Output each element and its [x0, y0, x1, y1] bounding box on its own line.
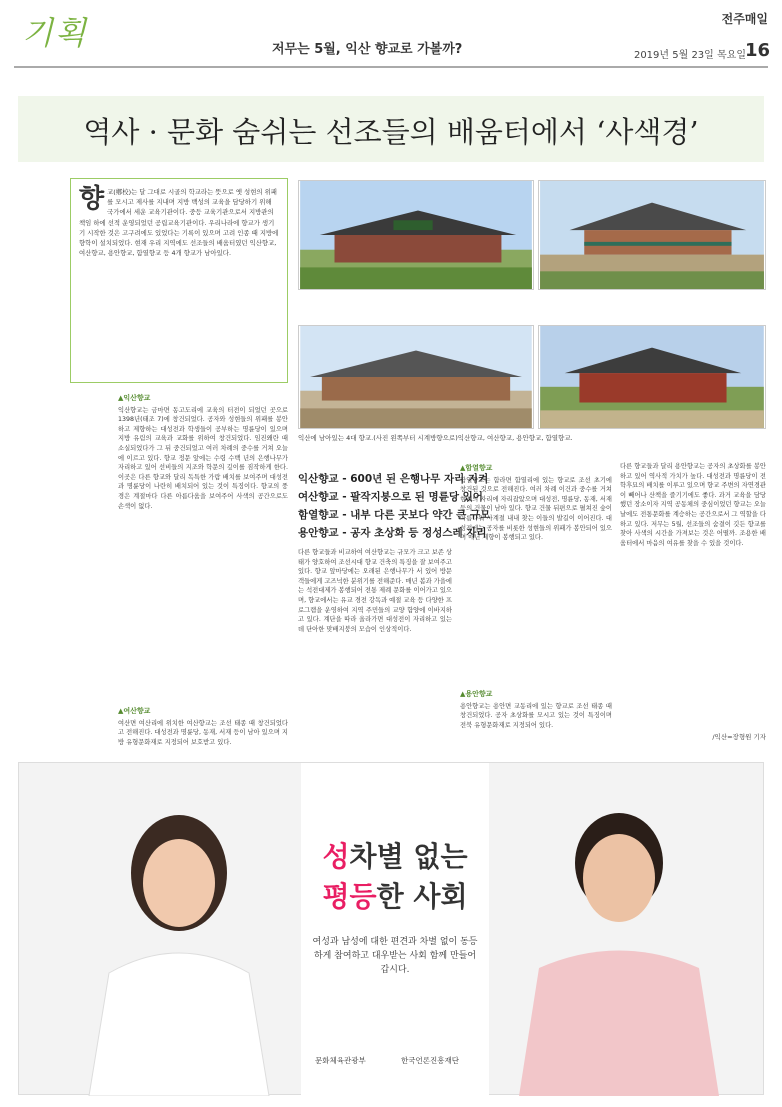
- byline: /익산=장형원 기자: [712, 733, 766, 741]
- ad-logo-kpf: 한국언론진흥재단: [401, 1056, 459, 1065]
- column-3-text-b: 용안향교는 용안면 교동리에 있는 향교로 조선 태종 때 창건되었다. 공자 초상화를 모시고 있는 것이 특징이며 전북 유형문화재로 지정되어 있다.: [460, 702, 612, 729]
- headline-band: [18, 96, 764, 162]
- summary-item: 여산향교 - 팔작지붕으로 된 명륜당 있어: [298, 491, 483, 503]
- page-header: [0, 0, 782, 70]
- column-1-text-a: 익산향교는 금마면 동고도리에 교육의 터전이 되었던 곳으로 1398년(태조 7)에 창건되었다. 공자와 성현들의 위패를 봉안하고 제향하는 대성전과 학생들이 공부하는 명륜당이 있으며 지방 유림의 교육과 교화를 위하여 창건되었다. 임진왜란 때 소실되었다가 그 뒤 중건되었고 여러 차례의 중수를 거쳐 오늘에 이르고 있다. 향교 정문 앞에는 수령 수백 년의 은행나무가 자리하고 있어 선비들의 지조와 학문의 깊이를 짐작하게 한다. 이곳은 다른 향교와 달리 독특한 가람 배치를 보여주며 대성전과 명륜당이 나란히 배치되어 있는 것이 특징이다. 향교의 풍경은 계절마다 다른 아름다움을 보여주어 사색의 공간으로도 손색이 없다.: [118, 406, 288, 510]
- headline: 역사 · 문화 숨쉬는 선조들의 배움터에서 ‘사색경’: [83, 115, 699, 149]
- subhead-iksan: ▲익산향교: [118, 394, 151, 402]
- column-3: [460, 462, 612, 682]
- header-rule: [14, 66, 768, 68]
- photo-caption: 익산에 남아있는 4대 향교.(사진 왼쪽부터 시계방향으로)익산향교, 여산향교, 용안향교, 함열향교.: [298, 434, 573, 442]
- ad-title-line-2: 평등한 사회: [322, 880, 468, 913]
- summary-item: 함열향교 - 내부 다른 곳보다 약간 큰 규모: [298, 509, 491, 521]
- photo-yongan-hyanggyo: [298, 325, 534, 429]
- kicker: 저무는 5월, 익산 향교로 가볼까?: [272, 42, 463, 57]
- subhead-yeosan: ▲여산향교: [118, 707, 151, 715]
- dropcap: 향: [79, 184, 105, 214]
- lead-box: [70, 178, 288, 383]
- ad-body: 여성과 남성에 대한 편견과 차별 없이 동등하게 참여하고 대우받는 사회 함께 만들어 갑시다.: [312, 937, 478, 975]
- section-label: 기획: [22, 14, 88, 52]
- column-3b: [460, 688, 612, 758]
- lead-paragraph: 교(鄕校)는 달 그대로 시골의 학교라는 뜻으로 옛 성현의 위패를 모시고 제사를 지내며 지방 백성의 교육을 담당하기 위해 국가에서 세운 교육기관이다. 중등 교육기관으로서 지방관의 책임 하에 선적 운영되었던 공립교육기관이다. 우리나라에 향교가 생기기 시작한 것은 고구려에도 있었다는 기록이 있으며 고려 인종 때 지방에 향학이 설치되었다. 현재 우리 지역에도 선조들의 배움터였던 익산향교, 여산향교, 용안향교, 함열향교 등 4개 향교가 남아있다.: [79, 188, 279, 258]
- photo-hamyeol-hyanggyo: [538, 325, 766, 429]
- summary-list: [298, 470, 491, 542]
- ad-photo-woman: [29, 783, 291, 1096]
- column-1: [118, 392, 288, 712]
- column-1-text-b: 여산면 여산리에 위치한 여산향교는 조선 태종 때 창건되었다고 전해진다. 대성전과 명륜당, 동재, 서재 등이 남아 있으며 지방 유형문화재로 지정되어 보호받고 있다.: [118, 719, 288, 746]
- newspaper-name: 전주매일: [721, 12, 768, 26]
- advertisement: [18, 762, 764, 1095]
- subhead-yongan: ▲용안향교: [460, 690, 493, 698]
- page-number: 16: [744, 40, 770, 61]
- issue-date: 2019년 5월 23일 목요일: [633, 50, 746, 61]
- column-4: 다른 향교들과 달리 용안향교는 공자의 초상화를 봉안하고 있어 역사적 가치가 높다. 대성전과 명륜당이 전학후묘의 배치를 이루고 있으며 향교 주변의 자연경관이 빼어나 산책을 즐기기에도 좋다. 과거 교육을 담당했던 장소이자 지역 공동체의 중심이었던 향교는 오늘날에도 전통문화를 계승하는 공간으로서 그 역할을 다하고 있다. 저무는 5월, 선조들의 숨결이 깃든 향교를 찾아 사색의 시간을 가져보는 것은 어떨까. 조용한 배움터에서 마음의 여유를 찾을 수 있을 것이다.: [620, 463, 766, 547]
- column-3-text-a: 함열향교는 함라면 함열리에 있는 향교로 조선 초기에 창건된 것으로 전해진다. 여러 차례 이건과 중수를 거쳐 현재의 자리에 자리잡았으며 대성전, 명륜당, 동재, 서재 등의 건물이 남아 있다. 향교 건물 뒤편으로 펼쳐진 숲이 아름다워 사계절 내내 찾는 이들의 발길이 이어진다. 대성전에는 공자를 비롯한 성현들의 위패가 봉안되어 있으며 매년 제향이 봉행되고 있다.: [460, 476, 612, 542]
- summary-item: 익산향교 - 600년 된 은행나무 자리 지켜: [298, 473, 489, 485]
- photo-iksan-hyanggyo: [298, 180, 534, 290]
- ad-title-line-1: 성차별 없는: [322, 840, 468, 873]
- lead-text: [79, 184, 279, 258]
- ad-logo-mcst: 문화체육관광부: [315, 1056, 366, 1065]
- ad-photo-man: [499, 783, 761, 1096]
- column-1b: [118, 705, 288, 760]
- ad-message-card: [301, 763, 489, 1096]
- subhead-hamyeol: ▲함열향교: [460, 464, 493, 472]
- summary-item: 용안향교 - 공자 초상화 등 정성스레 자리: [298, 527, 487, 539]
- photo-yeosan-hyanggyo: [538, 180, 766, 290]
- column-2: 다른 향교들과 비교하여 여산향교는 규모가 크고 보존 상태가 양호하여 조선시대 향교 건축의 특징을 잘 보여주고 있다. 향교 앞마당에는 오래된 은행나무가 서 있어 방문객들에게 고즈넉한 분위기를 전해준다. 매년 봄과 가을에는 석전대제가 봉행되어 전통 제례 문화를 이어가고 있으며, 향교에서는 유교 경전 강독과 예절 교육 등 다양한 프로그램을 운영하여 지역 주민들의 교양 함양에 이바지하고 있다. 계단을 따라 올라가면 대성전이 자리하고 있는데 단아한 맞배지붕의 모습이 인상적이다.: [298, 549, 452, 633]
